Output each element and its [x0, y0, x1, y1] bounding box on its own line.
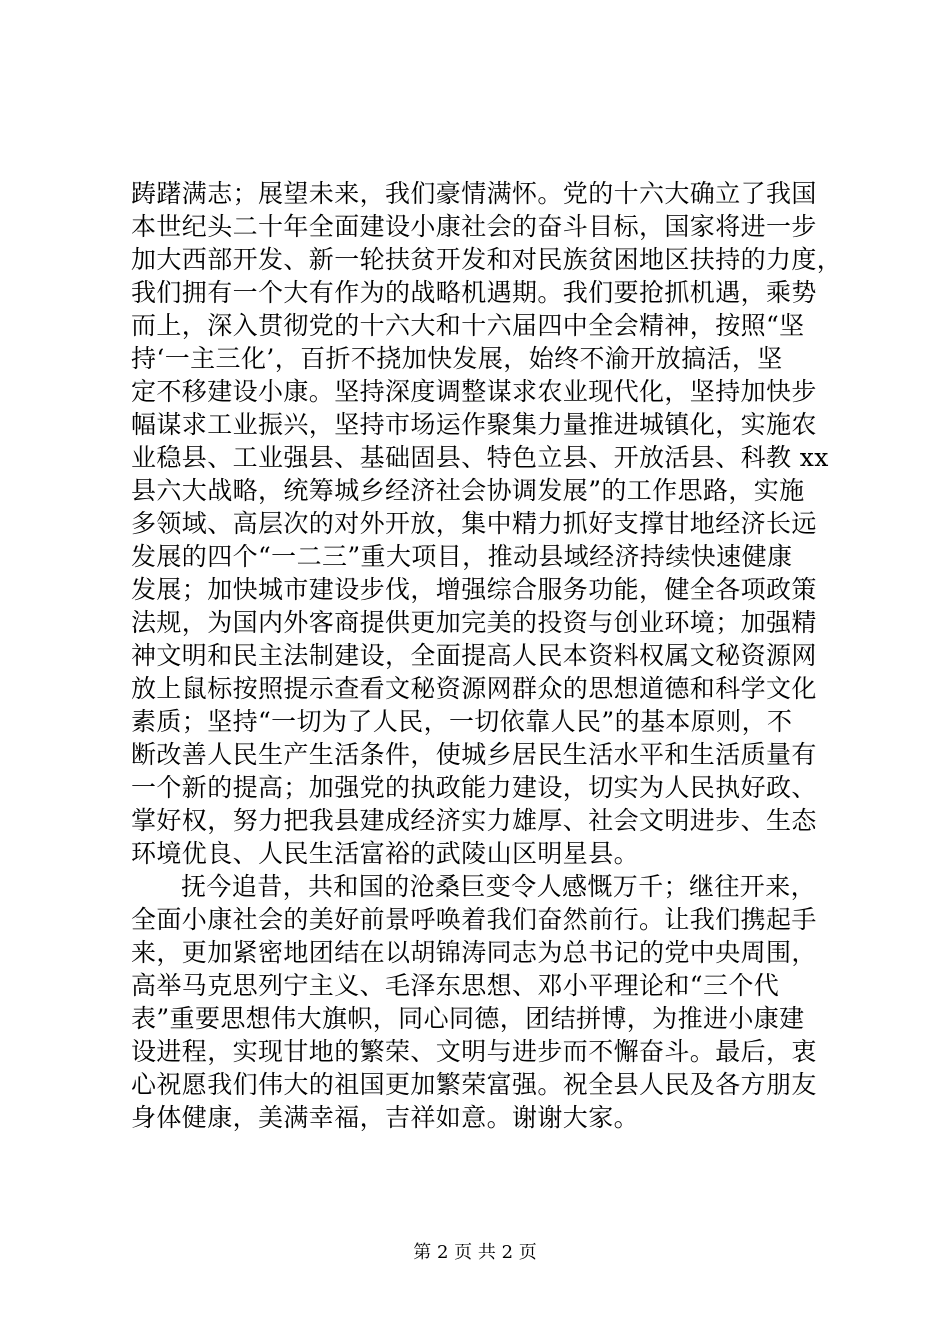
- text-line: 高举马克思列宁主义、毛泽东思想、邓小平理论和“三个代: [131, 971, 780, 1000]
- text-line: 幅谋求工业振兴，坚持市场运作聚集力量推进城镇化，实施农: [131, 410, 817, 439]
- text-line: 环境优良、人民生活富裕的武陵山区明星县。: [131, 839, 640, 868]
- text-line: 掌好权，努力把我县建成经济实力雄厚、社会文明进步、生态: [131, 806, 817, 835]
- text-line: 心祝愿我们伟大的祖国更加繁荣富强。祝全县人民及各方朋友: [131, 1070, 817, 1099]
- text-line: 县六大战略，统筹城乡经济社会协调发展”的工作思路，实施: [131, 476, 805, 505]
- text-line: 本世纪头二十年全面建设小康社会的奋斗目标，国家将进一步: [131, 212, 817, 241]
- text-line: 表”重要思想伟大旗帜，同心同德，团结拼博，为推进小康建: [131, 1004, 805, 1033]
- text-line: 我们拥有一个大有作为的战略机遇期。我们要抢抓机遇，乘势: [131, 278, 817, 307]
- text-line: 放上鼠标按照提示查看文秘资源网群众的思想道德和科学文化: [131, 674, 817, 703]
- page-footer: 第 2 页 共 2 页: [413, 1242, 537, 1263]
- text-line: 多领域、高层次的对外开放，集中精力抓好支撑甘地经济长远: [131, 509, 817, 538]
- text-line: 发展的四个“一二三”重大项目，推动县域经济持续快速健康: [131, 542, 793, 571]
- text-line: 全面小康社会的美好前景呼唤着我们奋然前行。让我们携起手: [131, 905, 817, 934]
- text-line: 身体健康，美满幸福，吉祥如意。谢谢大家。: [131, 1103, 640, 1132]
- text-line: 发展；加快城市建设步伐，增强综合服务功能，健全各项政策: [131, 575, 817, 604]
- text-line: 设进程，实现甘地的繁荣、文明与进步而不懈奋斗。最后，衷: [131, 1037, 817, 1066]
- text-line: 持‘一主三化’，百折不挠加快发展，始终不渝开放搞活，坚: [131, 344, 783, 373]
- text-line: 抚今追昔，共和国的沧桑巨变令人感慨万千；继往开来，: [181, 872, 817, 901]
- text-line: 断改善人民生产生活条件，使城乡居民生活水平和生活质量有: [131, 740, 817, 769]
- text-line: 神文明和民主法制建设，全面提高人民本资料权属文秘资源网: [131, 641, 817, 670]
- text-line: 一个新的提高；加强党的执政能力建设，切实为人民执好政、: [131, 773, 817, 802]
- text-line: 业稳县、工业强县、基础固县、特色立县、开放活县、科教 xx: [131, 443, 829, 472]
- body-text: [131, 177, 843, 1134]
- text-line: 素质；坚持“一切为了人民，一切依靠人民”的基本原则，不: [131, 707, 793, 736]
- text-line: 加大西部开发、新一轮扶贫开发和对民族贫困地区扶持的力度，: [131, 245, 843, 274]
- text-line: 踌躇满志；展望未来，我们豪情满怀。党的十六大确立了我国: [131, 179, 817, 208]
- text-line: 定不移建设小康。坚持深度调整谋求农业现代化，坚持加快步: [131, 377, 817, 406]
- text-line: 来，更加紧密地团结在以胡锦涛同志为总书记的党中央周围，: [131, 938, 817, 967]
- text-line: 法规，为国内外客商提供更加完美的投资与创业环境；加强精: [131, 608, 817, 637]
- text-line: 而上，深入贯彻党的十六大和十六届四中全会精神，按照“坚: [131, 311, 805, 340]
